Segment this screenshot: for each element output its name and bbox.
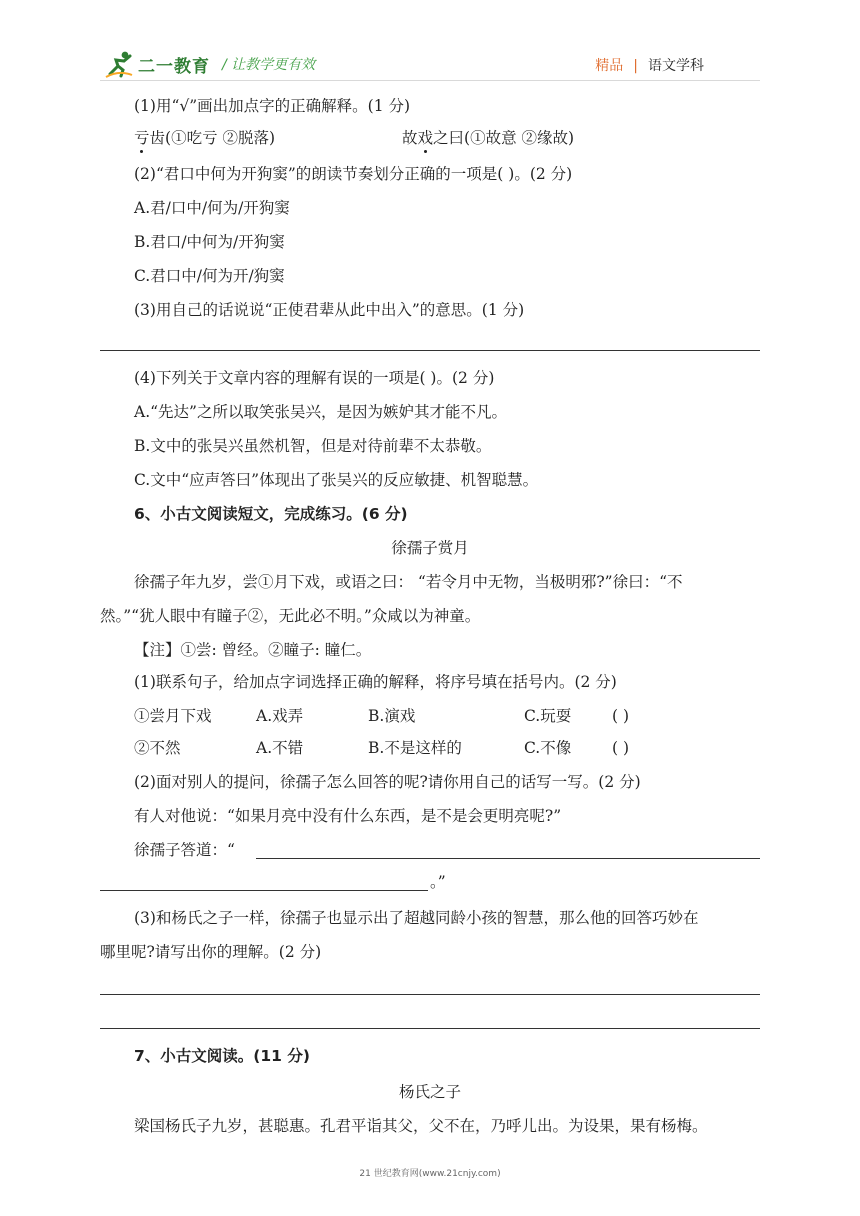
vocab-choice: C.玩耍: [524, 707, 572, 725]
answer-line: [100, 1028, 760, 1029]
passage-title: 杨氏之子: [398, 1083, 461, 1101]
question-line: (4)下列关于文章内容的理解有误的一项是( )。(2 分): [134, 369, 495, 387]
answer-line: [100, 350, 760, 351]
section-heading: 7、小古文阅读。(11 分): [134, 1047, 310, 1065]
question-line: 哪里呢?请写出你的理解。(2 分): [100, 943, 322, 961]
question-line: (1)用“√”画出加点字的正确解释。(1 分): [134, 97, 411, 115]
section-heading: 6、小古文阅读短文，完成练习。(6 分): [134, 505, 408, 523]
page-footer: 21 世纪教育网(www.21cnjy.com): [359, 1169, 501, 1179]
question-line: (1)联系句子，给加点字词选择正确的解释，将序号填在括号内。(2 分): [134, 673, 617, 691]
runner-logo-icon: [104, 50, 134, 78]
option-text: 故: [402, 129, 418, 147]
answer-line: [100, 890, 428, 891]
brand-separator: |: [633, 58, 638, 74]
answer-line: [256, 858, 760, 859]
closing-quote: 。”: [430, 873, 446, 891]
choice-a: A.“先达”之所以取笑张吴兴，是因为嫉妒其才能不凡。: [134, 403, 507, 421]
dotted-char: 戏: [417, 129, 434, 147]
choice-c: C.君口中/何为开/狗窦: [134, 267, 285, 285]
brand-tag: 精品: [595, 58, 624, 74]
vocab-choice: A.戏弄: [256, 707, 304, 725]
passage-text: 然。”“犹人眼中有瞳子②，无此必不明。”众咸以为神童。: [100, 607, 481, 625]
vocab-item: ②不然: [134, 739, 181, 757]
answer-paren: ( ): [612, 707, 630, 725]
option-line: [134, 128, 275, 148]
choice-a: A.君/口中/何为/开狗窦: [134, 199, 290, 217]
question-line: (3)和杨氏之子一样，徐孺子也显示出了超越同龄小孩的智慧，那么他的回答巧妙在: [134, 909, 699, 927]
passage-title: 徐孺子赏月: [391, 539, 469, 557]
vocab-choice: A.不错: [256, 739, 304, 757]
page-header: [0, 0, 860, 86]
logo-text: 二一教育: [138, 57, 210, 77]
answer-paren: ( ): [612, 739, 630, 757]
choice-c: C.文中“应声答曰”体现出了张吴兴的反应敏捷、机智聪慧。: [134, 471, 539, 489]
question-line: (2)“君口中何为开狗窦”的朗读节奏划分正确的一项是( )。(2 分): [134, 165, 573, 183]
question-prompt: 有人对他说：“如果月亮中没有什么东西，是不是会更明亮呢?”: [134, 807, 562, 825]
choice-b: B.君口/中何为/开狗窦: [134, 233, 285, 251]
vocab-choice: B.演戏: [368, 707, 416, 725]
dotted-char: 亏: [134, 129, 150, 147]
vocab-choice: B.不是这样的: [368, 739, 462, 757]
slogan: / 让教学更有效: [222, 57, 316, 73]
note-text: 【注】①尝: 曾经。②瞳子: 瞳仁。: [134, 641, 372, 659]
option-text: 之曰(①故意 ②缘故): [433, 129, 575, 147]
header-divider: [100, 80, 760, 81]
choice-b: B.文中的张吴兴虽然机智，但是对待前辈不太恭敬。: [134, 437, 492, 455]
passage-text: 梁国杨氏子九岁，甚聪惠。孔君平诣其父，父不在，乃呼儿出。为设果，果有杨梅。: [134, 1117, 708, 1135]
answer-line: [100, 994, 760, 995]
option-line: [402, 128, 574, 148]
option-text: 齿(①吃亏 ②脱落): [149, 129, 276, 147]
vocab-choice: C.不像: [524, 739, 572, 757]
passage-text: 徐孺子年九岁，尝①月下戏，或语之曰： “若令月中无物，当极明邪?”徐曰：“不: [134, 573, 683, 591]
subject-label: 语文学科: [648, 58, 704, 74]
answer-prompt: 徐孺子答道：“: [134, 841, 235, 859]
question-line: (3)用自己的话说说“正使君辈从此中出入”的意思。(1 分): [134, 301, 525, 319]
question-line: (2)面对别人的提问，徐孺子怎么回答的呢?请你用自己的话写一写。(2 分): [134, 773, 641, 791]
vocab-item: ①尝月下戏: [134, 707, 212, 725]
brand-right: [595, 55, 704, 75]
